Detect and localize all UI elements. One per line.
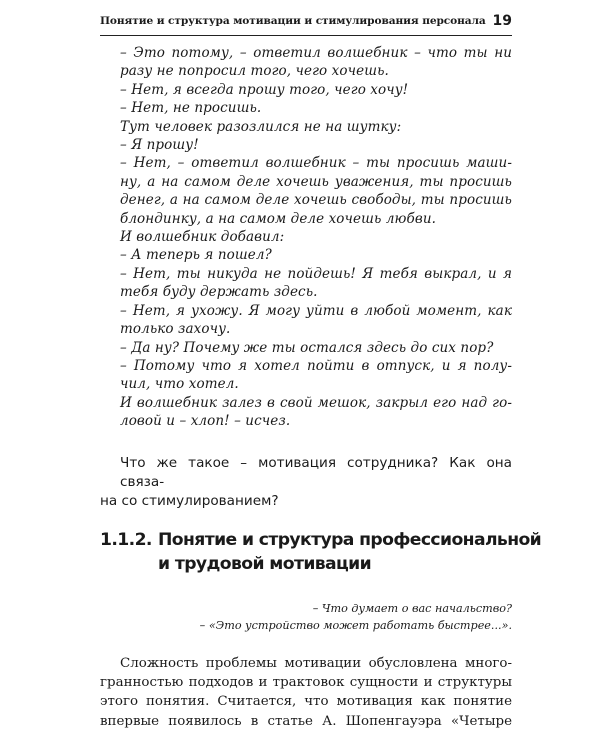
dialogue-line: – Нет, не просишь. xyxy=(120,100,262,117)
body-line: впервые появилось в статье А. Шопенгауэра «Четыре xyxy=(100,713,512,729)
dialogue-line: – Нет, ты никуда не пойдешь! Я тебя выкрал, и я xyxy=(120,265,512,282)
dialogue-line: только захочу. xyxy=(120,321,231,338)
epigraph-line: – Что думает о вас начальство? xyxy=(312,602,512,615)
dialogue-line: – Я прошу! xyxy=(120,137,199,154)
dialogue-line: – Потому что я хотел пойти в отпуск, и я полу- xyxy=(120,357,512,374)
dialogue-line: денег, а на самом деле хочешь свободы, ты просишь xyxy=(120,192,512,209)
section-title-line: и трудовой мотивации xyxy=(158,554,372,574)
body-line: этого понятия. Считается, что мотивация как понятие xyxy=(100,694,512,710)
dialogue-line: Тут человек разозлился не на шутку: xyxy=(120,118,402,135)
question-paragraph xyxy=(100,454,512,511)
dialogue-line: разу не попросил того, чего хочешь. xyxy=(120,63,389,80)
body-paragraph xyxy=(100,654,512,731)
body-line: Сложность проблемы мотивации обусловлена много- xyxy=(120,656,512,671)
dialogue-line: – А теперь я пошел? xyxy=(120,247,272,264)
dialogue-line: – Да ну? Почему же ты остался здесь до сих пор? xyxy=(120,339,494,356)
dialogue-block xyxy=(120,44,512,431)
running-title: Понятие и структура мотивации и стимулирования персонала xyxy=(100,15,486,27)
section-heading xyxy=(100,528,542,576)
dialogue-line: – Нет, я ухожу. Я могу уйти в любой момент, как xyxy=(120,302,512,319)
body-line: гранностью подходов и трактовок сущности и структуры xyxy=(100,675,512,691)
dialogue-line: тебя буду держать здесь. xyxy=(120,284,318,301)
dialogue-line: чил, что хотел. xyxy=(120,376,239,393)
dialogue-line: ловой и – хлоп! – исчез. xyxy=(120,413,291,430)
epigraph-line: – «Это устройство может работать быстрее...». xyxy=(199,619,512,632)
dialogue-line: – Нет, я всегда прошу того, чего хочу! xyxy=(120,81,409,98)
running-header xyxy=(100,13,512,36)
dialogue-line: И волшебник добавил: xyxy=(120,229,285,246)
section-number: 1.1.2. xyxy=(100,530,152,550)
dialogue-line: ну, а на самом деле хочешь уважения, ты просишь xyxy=(120,173,512,190)
dialogue-line: И волшебник залез в свой мешок, закрыл его над го- xyxy=(120,394,512,411)
dialogue-line: блондинку, а на самом деле хочешь любви. xyxy=(120,210,437,227)
question-line: Что же такое – мотивация сотрудника? Как она связа- xyxy=(120,455,512,490)
question-line: на со стимулированием? xyxy=(100,493,279,509)
page-number: 19 xyxy=(492,13,512,29)
epigraph xyxy=(100,600,512,634)
dialogue-line: – Это потому, – ответил волшебник – что ты ни xyxy=(120,45,512,61)
section-title-line: Понятие и структура профессиональной xyxy=(158,530,542,550)
dialogue-line: – Нет, – ответил волшебник – ты просишь маши- xyxy=(120,155,512,172)
